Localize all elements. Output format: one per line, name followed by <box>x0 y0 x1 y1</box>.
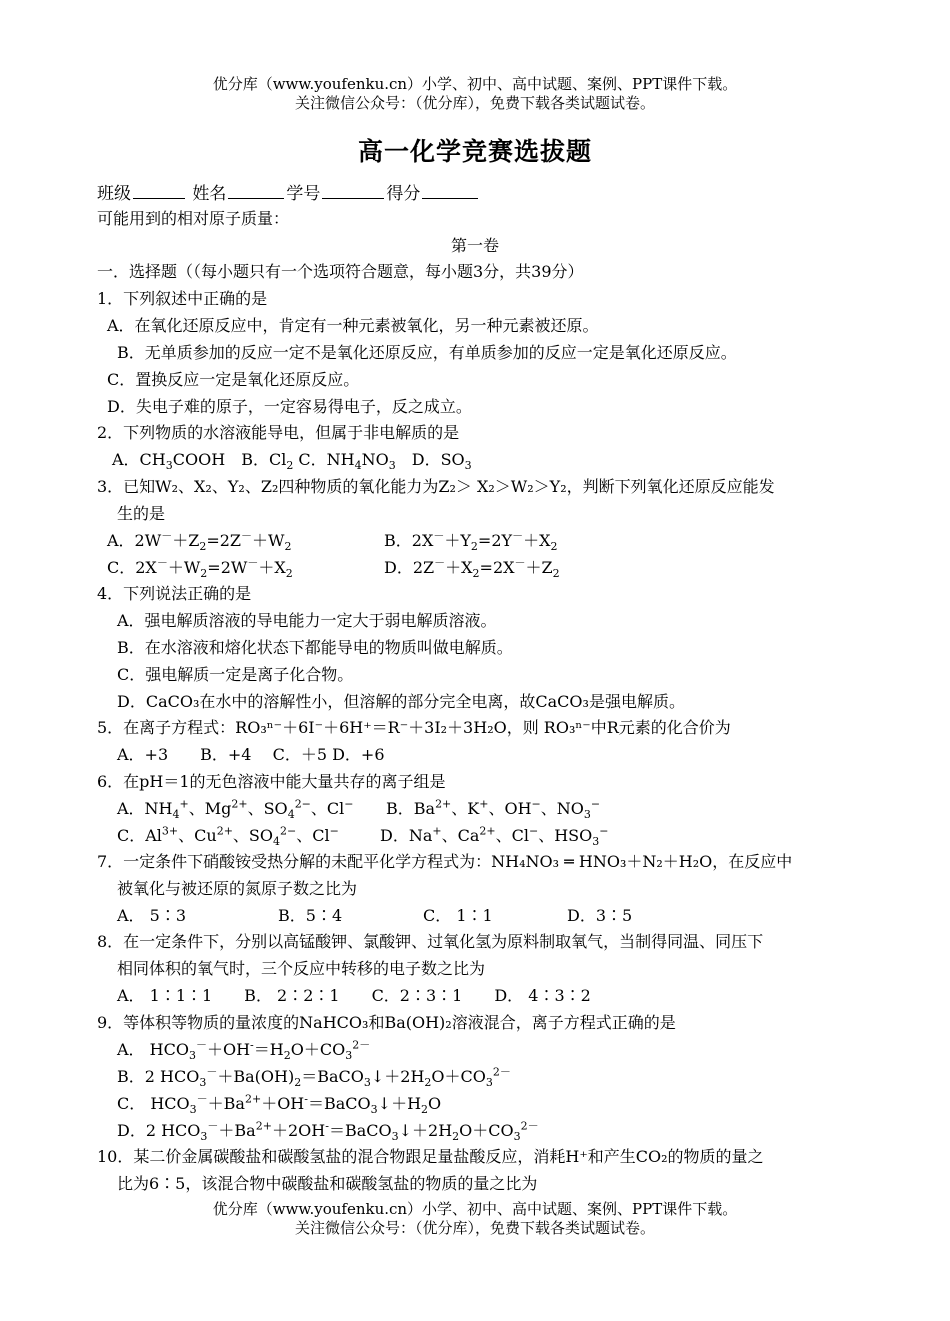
q4-option-d: D．CaCO₃在水中的溶解性小，但溶解的部分完全电离，故CaCO₃是强电解质。 <box>117 692 685 711</box>
q5-stem: 5．在离子方程式：RO₃ⁿ⁻＋6I⁻＋6H⁺＝R⁻＋3I₂＋3H₂O，则 RO₃ⁿ⁻中R元素的化合价为 <box>97 718 731 737</box>
class-blank[interactable] <box>133 182 185 199</box>
score-label: 得分 <box>386 184 421 204</box>
q4-stem: 4．下列说法正确的是 <box>97 584 252 603</box>
q10-stem-line-2: 比为6∶5，该混合物中碳酸盐和碳酸氢盐的物质的量之比为 <box>117 1174 538 1193</box>
q4-option-c: C．强电解质一定是离子化合物。 <box>117 665 354 684</box>
q7-option-a: A． 5∶3 <box>117 906 187 925</box>
info-line <box>97 182 480 204</box>
q1-option-a: A．在氧化还原反应中，肯定有一种元素被氧化，另一种元素被还原。 <box>107 316 599 335</box>
q2-stem: 2．下列物质的水溶液能导电，但属于非电解质的是 <box>97 423 460 442</box>
q8-stem-line-2: 相同体积的氧气时，三个反应中转移的电子数之比为 <box>117 959 486 978</box>
q1-option-c: C．置换反应一定是氧化还原反应。 <box>107 370 360 389</box>
q3-option-d: D．$2Z^-+X_2=2X^-+Z_2$ <box>384 556 560 581</box>
volume-title: 第一卷 <box>450 236 499 255</box>
footer-line-2: 关注微信公众号：（优分库），免费下载各类试题试卷。 <box>294 1219 655 1237</box>
q9-option-b: B．2 $HCO_3^-+Ba(OH)_2=BaCO_3↓+2H_2O+CO_3^{2-}$ <box>117 1065 511 1090</box>
q6-stem: 6．在pH＝1的无色溶液中能大量共存的离子组是 <box>97 772 446 791</box>
q7-stem-line-2: 被氧化与被还原的氮原子数之比为 <box>117 879 358 898</box>
number-blank[interactable] <box>322 182 384 199</box>
score-blank[interactable] <box>422 182 478 199</box>
q9-option-d: D．2 $HCO_3^-+Ba^{2+}+2OH^-=BaCO_3↓+2H_2O+CO_3^{2-}$ <box>117 1119 539 1144</box>
q10-stem-line-1: 10．某二价金属碳酸盐和碳酸氢盐的混合物跟足量盐酸反应，消耗H⁺和产生CO₂的物质的量之 <box>97 1147 764 1166</box>
q9-option-a: A． $HCO_3^-+OH^-=H_2O+CO_3^{2-}$ <box>117 1038 371 1063</box>
footer-line-1: 优分库（www.youfenku.cn）小学、初中、高中试题、案例、PPT课件下载。 <box>212 1200 738 1218</box>
number-label: 学号 <box>286 184 321 204</box>
atomic-mass-line: 可能用到的相对原子质量： <box>97 209 290 228</box>
page-title: 高一化学竞赛选拔题 <box>357 137 592 166</box>
q7-option-d: D．3∶5 <box>567 906 633 925</box>
q7-stem-line-1: 7．一定条件下硝酸铵受热分解的未配平化学方程式为：NH₄NO₃ ═ HNO₃＋N₂＋H₂O，在反应中 <box>97 852 793 871</box>
q7-option-c: C． 1∶1 <box>423 906 493 925</box>
q5-options: A．+3 B．+4 C．＋5 D．+6 <box>117 745 385 764</box>
q6-option-b: B．$Ba^{2+}$、K+、OH−、$NO_3^-$ <box>386 797 601 822</box>
q8-stem-line-1: 8．在一定条件下，分别以高锰酸钾、氯酸钾、过氧化氢为原料制取氧气，当制得同温、同压下 <box>97 932 764 951</box>
q3-option-b: B．$2X^-+Y_2=2Y^-+X_2$ <box>384 529 558 554</box>
q9-option-c: C． $HCO_3^-+Ba^{2+}+OH^-=BaCO_3↓+H_2O$ <box>117 1092 442 1117</box>
header-line-2: 关注微信公众号：（优分库），免费下载各类试题试卷。 <box>294 94 655 112</box>
class-label: 班级 <box>97 184 131 204</box>
q3-option-a: A．$2W^-+Z_2=2Z^-+W_2$ <box>107 529 292 554</box>
q1-option-b: B．无单质参加的反应一定不是氧化还原反应，有单质参加的反应一定是氧化还原反应。 <box>117 343 737 362</box>
q6-option-a: A．$NH_4^+$、$Mg^{2+}$、$SO_4^{2-}$、Cl− <box>117 797 354 822</box>
q4-option-a: A．强电解质溶液的导电能力一定大于弱电解质溶液。 <box>117 611 497 630</box>
q3-stem-line-1: 3．已知W₂、X₂、Y₂、Z₂四种物质的氧化能力为Z₂＞ X₂＞W₂＞Y₂，判断下列氧化还原反应能发 <box>97 477 775 496</box>
q3-option-c: C．$2X^-+W_2=2W^-+X_2$ <box>107 556 293 581</box>
q2-options: A．$CH_3COOH$ B．$Cl_2$ C．$NH_4NO_3$ D．$SO_3$ <box>112 450 472 473</box>
q7-option-b: B．5∶4 <box>278 906 343 925</box>
q3-stem-line-2: 生的是 <box>117 504 166 523</box>
section-heading: 一．选择题（（每小题只有一个选项符合题意，每小题3分，共39分） <box>97 262 584 281</box>
q4-option-b: B．在水溶液和熔化状态下都能导电的物质叫做电解质。 <box>117 638 513 657</box>
name-label: 姓名 <box>192 184 227 204</box>
header-line-1: 优分库（www.youfenku.cn）小学、初中、高中试题、案例、PPT课件下载。 <box>212 75 738 93</box>
q1-stem: 1．下列叙述中正确的是 <box>97 289 268 308</box>
q8-options: A． 1∶1∶1 B． 2∶2∶1 C．2∶3∶1 D． 4∶3∶2 <box>117 986 591 1005</box>
q9-stem: 9．等体积等物质的量浓度的NaHCO₃和Ba(OH)₂溶液混合，离子方程式正确的是 <box>97 1013 676 1032</box>
q1-option-d: D．失电子难的原子，一定容易得电子，反之成立。 <box>107 397 472 416</box>
q6-option-d: D．Na+、$Ca^{2+}$、Cl−、$HSO_3^-$ <box>380 824 609 849</box>
name-blank[interactable] <box>228 182 284 199</box>
q6-option-c: C．$Al^{3+}$、$Cu^{2+}$、$SO_4^{2-}$、Cl− <box>117 824 339 849</box>
